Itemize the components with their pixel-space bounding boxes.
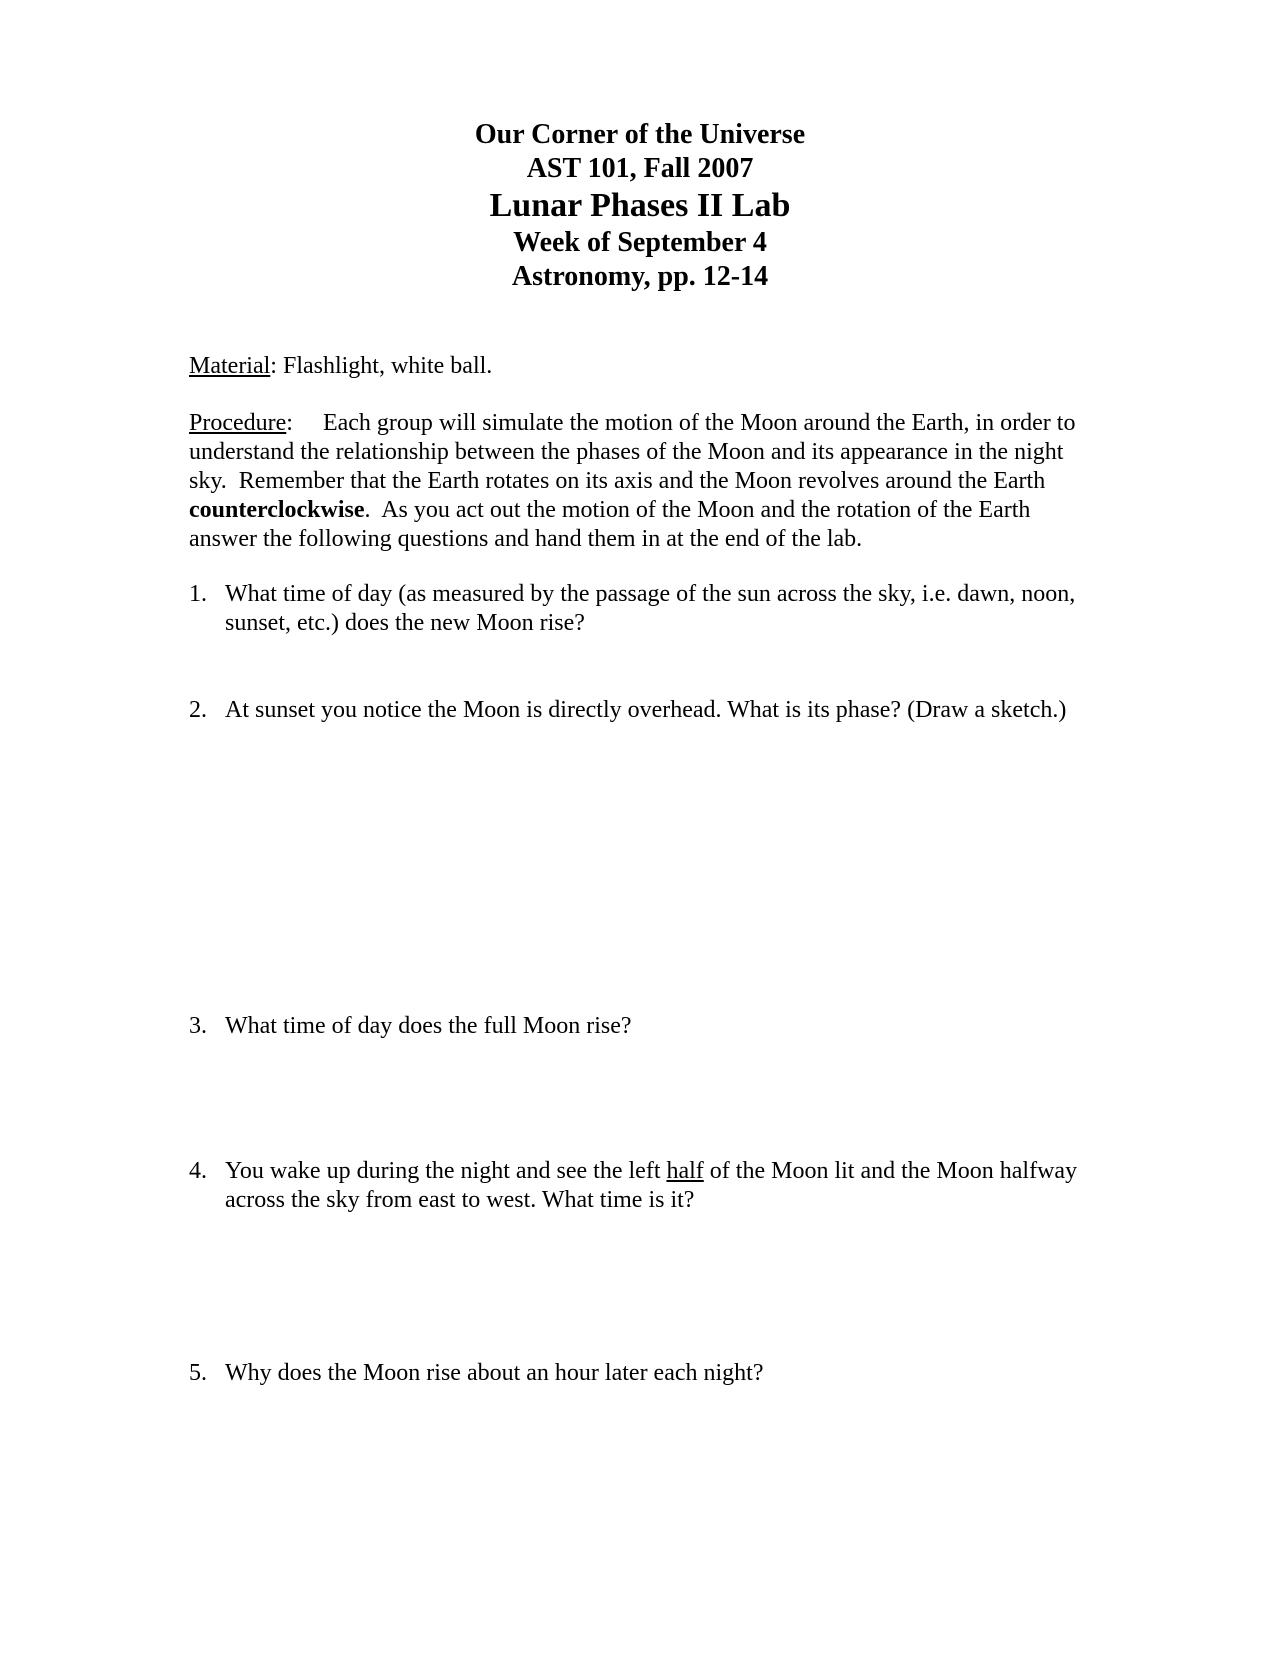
lab-week: Week of September 4 [513,227,767,258]
course-subtitle: Our Corner of the Universe [474,119,806,150]
lab-title: Lunar Phases II Lab [489,187,791,224]
procedure-text-end: . As you act out the motion of the Moon and the rotation of the Earth answer the following questions and hand them in at the end of the lab. [189,497,1037,552]
question-4 [189,1157,1101,1215]
question-number: 5. [189,1360,207,1386]
course-name: AST 101, Fall 2007 [526,153,754,184]
question-number: 3. [189,1013,207,1039]
question-3 [189,1012,1101,1041]
material-label: Material [189,353,271,379]
procedure-label: Procedure [189,410,287,436]
question-text: What time of day does the full Moon rise? [225,1013,632,1039]
procedure-text-start: : Each group will simulate the motion of the Moon around the Earth, in order to understand the relationship between the phases of the Moon and its appearance in the night sky. Remember that the Earth rotates on its axis and the Moon revolves around the Earth [189,410,1082,494]
procedure-bold-word: counterclockwise [189,497,365,523]
question-text [225,1157,1101,1215]
reading-reference: Astronomy, pp. 12-14 [511,261,769,292]
material-text: : Flashlight, white ball. [270,353,493,379]
question-text-start: You wake up during the night and see the left [225,1158,667,1184]
underlined-word: half [666,1158,704,1184]
document-header [0,118,1280,294]
question-2 [189,696,1101,725]
question-number: 4. [189,1158,207,1184]
question-text: What time of day (as measured by the passage of the sun across the sky, i.e. dawn, noon, sunset, etc.) does the new Moon rise? [225,581,1076,636]
question-number: 1. [189,581,207,607]
question-1 [189,580,1101,638]
question-number: 2. [189,697,207,723]
question-text: At sunset you notice the Moon is directly overhead. What is its phase? (Draw a sketch.) [225,697,1067,723]
question-5 [189,1359,1101,1388]
procedure-paragraph [189,409,1101,554]
question-text: Why does the Moon rise about an hour later each night? [225,1360,764,1386]
material-paragraph [189,352,1101,381]
question-text-end: of the Moon lit and the Moon halfway across the sky from east to west. What time is it? [225,1158,1078,1213]
